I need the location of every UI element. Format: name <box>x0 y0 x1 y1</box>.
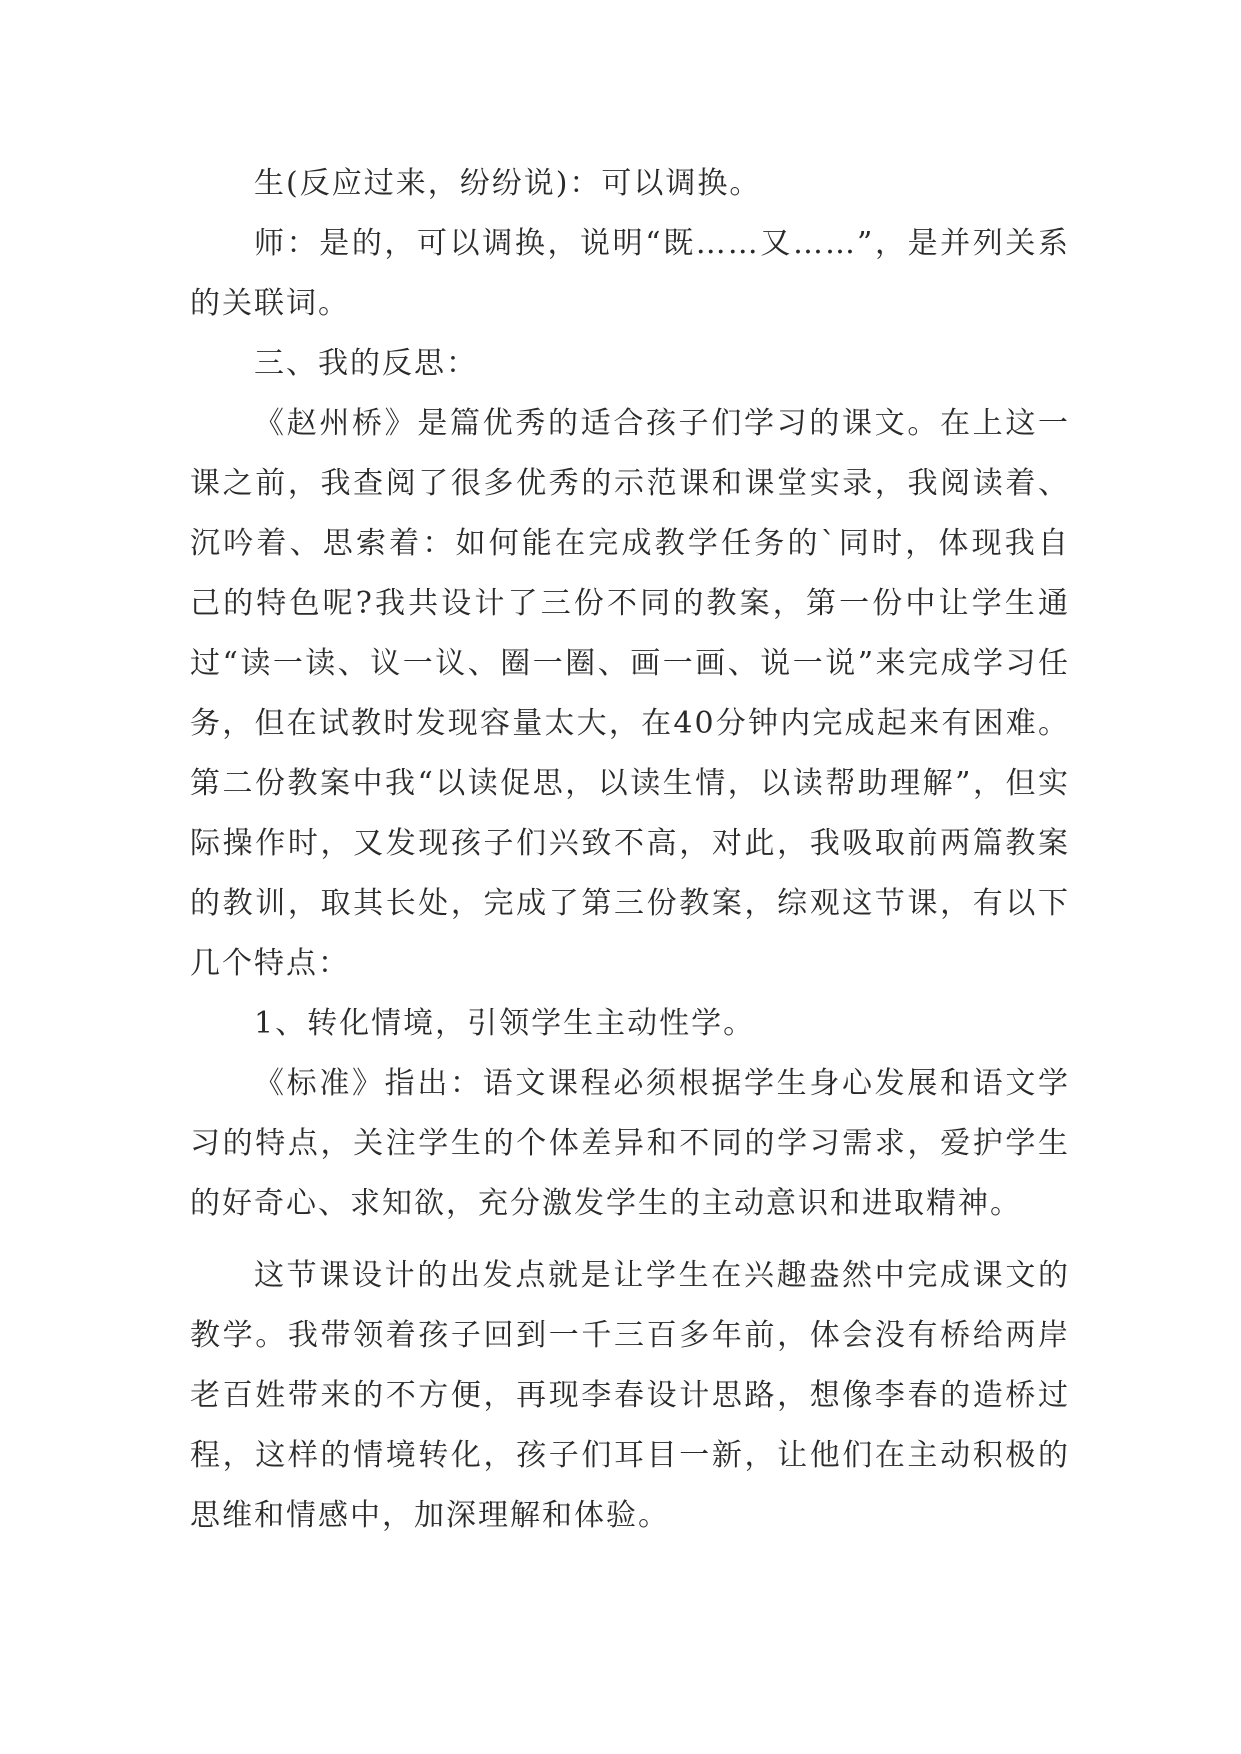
paragraph-standard-quote: 《标准》指出：语文课程必须根据学生身心发展和语文学习的特点，关注学生的个体差异和不同的学习需求，爱护学生的好奇心、求知欲，充分激发学生的主动意识和进取精神。 <box>190 1066 1070 1221</box>
paragraph-lesson-design: 这节课设计的出发点就是让学生在兴趣盎然中完成课文的教学。我带领着孩子回到一千三百多年前，体会没有桥给两岸老百姓带来的不方便，再现李春设计思路，想像李春的造桥过程，这样的情境转化，孩子们耳目一新，让他们在主动积极的思维和情感中，加深理解和体验。 <box>190 1258 1070 1533</box>
paragraph-teacher-response: 师：是的，可以调换，说明“既……又……”，是并列关系的关联词。 <box>190 226 1070 321</box>
document-body <box>190 154 1070 1546</box>
point-heading-1: 1、转化情境，引领学生主动性学。 <box>254 1006 756 1041</box>
paragraph-student-response: 生(反应过来，纷纷说)：可以调换。 <box>254 166 762 201</box>
section-heading-reflection: 三、我的反思： <box>254 346 478 381</box>
paragraph-reflection-intro: 《赵州桥》是篇优秀的适合孩子们学习的课文。在上这一课之前，我查阅了很多优秀的示范课和课堂实录，我阅读着、沉吟着、思索着：如何能在完成教学任务的`同时，体现我自己的特色呢?我共设计了三份不同的教案，第一份中让学生通过“读一读、议一议、圈一圈、画一画、说一说”来完成学习任务，但在试教时发现容量太大，在40分钟内完成起来有困难。第二份教案中我“以读促思，以读生情，以读帮助理解”，但实际操作时，又发现孩子们兴致不高，对此，我吸取前两篇教案的教训，取其长处，完成了第三份教案，综观这节课，有以下几个特点： <box>190 406 1070 981</box>
